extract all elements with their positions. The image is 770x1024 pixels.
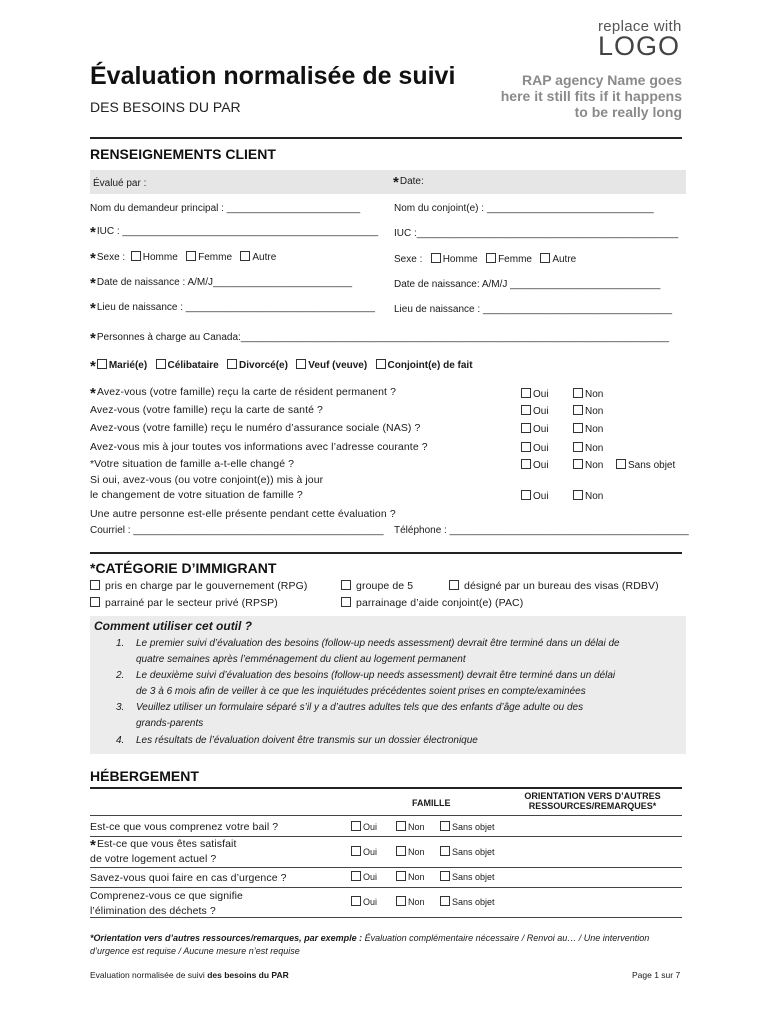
logo-text: LOGO	[598, 31, 681, 61]
checkbox[interactable]	[573, 459, 583, 469]
checkbox[interactable]	[341, 580, 351, 590]
checkbox[interactable]	[440, 871, 450, 881]
yes-option[interactable]: Oui	[521, 459, 549, 471]
not-applicable-option[interactable]: Sans objet	[440, 846, 495, 857]
instruction-line: quatre semaines après l’emménagement du client au logement permanent	[136, 654, 466, 665]
page-subtitle: DES BESOINS DU PAR	[90, 99, 241, 115]
yes-option[interactable]: Oui	[521, 442, 549, 454]
yes-option[interactable]: Oui	[521, 388, 549, 400]
no-option[interactable]: Non	[573, 442, 603, 454]
checkbox[interactable]	[341, 597, 351, 607]
sex-field-spouse	[394, 253, 576, 265]
no-option[interactable]: Non	[573, 405, 603, 417]
column-header-referral	[500, 791, 685, 811]
checkbox[interactable]	[521, 405, 531, 415]
checkbox[interactable]	[97, 359, 107, 369]
referral-note-bold: *Orientation vers d’autres ressources/remarques, par exemple :	[90, 933, 363, 943]
table-rule	[90, 836, 682, 837]
question-text: Avez-vous (votre famille) reçu le numéro d’assurance sociale (NAS) ?	[90, 422, 421, 434]
spouse-name-field[interactable]: Nom du conjoint(e) : ______________________________	[394, 203, 654, 214]
checkbox[interactable]	[521, 490, 531, 500]
evaluator-row	[90, 170, 686, 194]
checkbox[interactable]	[521, 459, 531, 469]
dependents-field[interactable]	[90, 330, 670, 347]
birthdate-field-spouse[interactable]: Date de naissance: A/M/J ___________________________	[394, 279, 661, 290]
housing-question: Savez-vous quoi faire en cas d’urgence ?	[90, 872, 287, 884]
birthplace-field-applicant[interactable]	[90, 300, 375, 317]
checkbox[interactable]	[616, 459, 626, 469]
section-heading-immigrant: *CATÉGORIE D’IMMIGRANT	[90, 560, 277, 576]
housing-question: *Est-ce que vous êtes satisfait	[90, 837, 237, 854]
footer-title-bold: des besoins du PAR	[207, 970, 289, 980]
instruction-number: 4.	[116, 735, 125, 746]
checkbox[interactable]	[240, 251, 250, 261]
birthplace-label: Lieu de naissance : __________________________________	[96, 302, 375, 313]
checkbox[interactable]	[351, 896, 361, 906]
no-option[interactable]: Non	[396, 846, 425, 857]
section-heading-client: RENSEIGNEMENTS CLIENT	[90, 146, 276, 162]
instruction-number: 3.	[116, 702, 125, 713]
housing-question: l’élimination des déchets ?	[90, 905, 216, 917]
not-applicable-option[interactable]: Sans objet	[616, 459, 675, 471]
birthplace-field-spouse[interactable]: Lieu de naissance : __________________________________	[394, 304, 673, 315]
checkbox[interactable]	[521, 388, 531, 398]
section-rule	[90, 787, 682, 789]
checkbox[interactable]	[396, 821, 406, 831]
required-mark: *	[90, 275, 96, 292]
question-text: Avez-vous (votre famille) reçu la carte de santé ?	[90, 404, 323, 416]
iuc-field-applicant[interactable]	[90, 224, 379, 241]
email-field[interactable]: Courriel : _____________________________________________	[90, 525, 384, 536]
dependents-label: Personnes à charge au Canada:_____________________________________________________________________________	[96, 332, 670, 343]
checkbox[interactable]	[573, 423, 583, 433]
instructions-title: Comment utiliser cet outil ?	[94, 619, 253, 633]
column-header-line: ORIENTATION VERS D’AUTRES	[524, 791, 661, 801]
checkbox[interactable]	[449, 580, 459, 590]
required-mark: *	[393, 174, 399, 191]
checkbox[interactable]	[573, 490, 583, 500]
instruction-line: grands-parents	[136, 718, 204, 729]
checkbox[interactable]	[90, 597, 100, 607]
date-field[interactable]	[393, 174, 424, 191]
birthdate-label: Date de naissance : A/M/J_________________________	[96, 277, 353, 288]
question-text: *Votre situation de famille a-t-elle changé ?	[90, 458, 295, 470]
checkbox[interactable]	[376, 359, 386, 369]
no-option[interactable]: Non	[573, 388, 603, 400]
date-label: Date:	[399, 176, 424, 187]
question-text: *Avez-vous (votre famille) reçu la carte de résident permanent ?	[90, 385, 397, 402]
checkbox[interactable]	[440, 821, 450, 831]
required-mark: *	[90, 358, 96, 375]
checkbox[interactable]	[351, 821, 361, 831]
option-widowed: Veuf (veuve)	[308, 360, 368, 371]
no-option[interactable]: Non	[573, 423, 603, 435]
phone-field[interactable]: Téléphone : ___________________________________________	[394, 525, 689, 536]
category-option[interactable]: groupe de 5	[341, 580, 413, 592]
header-rule	[90, 137, 682, 139]
yes-option[interactable]: Oui	[521, 423, 549, 435]
instruction-line: Les résultats de l’évaluation doivent être transmis sur un dossier électronique	[136, 735, 478, 746]
instruction-line: de 3 à 6 mois afin de veiller à ce que les inquiétudes précédentes soient prises en compte/examinées	[136, 686, 586, 697]
sex-label: Sexe :	[394, 254, 423, 265]
applicant-name-field[interactable]: Nom du demandeur principal : ________________________	[90, 203, 361, 214]
option-female: Femme	[198, 252, 233, 263]
no-option[interactable]: Non	[396, 896, 425, 907]
option-common-law: Conjoint(e) de fait	[387, 360, 473, 371]
category-option[interactable]: pris en charge par le gouvernement (RPG)	[90, 580, 307, 592]
checkbox[interactable]	[351, 871, 361, 881]
question-text: Avez-vous mis à jour toutes vos informations avec l’adresse courante ?	[90, 441, 428, 453]
checkbox[interactable]	[396, 846, 406, 856]
evaluator-label: Évalué par :	[93, 178, 147, 189]
option-married: Marié(e)	[108, 360, 148, 371]
not-applicable-option[interactable]: Sans objet	[440, 821, 495, 832]
referral-note-text: Évaluation complémentaire nécessaire / Renvoi au… / Une intervention	[362, 933, 650, 943]
column-header-family: FAMILLE	[412, 798, 451, 808]
checkbox[interactable]	[156, 359, 166, 369]
page-number: Page 1 sur 7	[632, 970, 681, 980]
iuc-label: IUC : ______________________________________________	[96, 226, 379, 237]
instruction-line: Le deuxième suivi d’évaluation des besoins (follow-up needs assessment) devrait être terminé dans un délai	[136, 670, 616, 681]
housing-question: Est-ce que vous comprenez votre bail ?	[90, 821, 279, 833]
option-other: Autre	[552, 254, 577, 265]
checkbox[interactable]	[573, 405, 583, 415]
yes-option[interactable]: Oui	[521, 405, 549, 417]
table-rule	[90, 887, 682, 888]
checkbox[interactable]	[296, 359, 306, 369]
checkbox[interactable]	[440, 896, 450, 906]
instruction-number: 2.	[116, 670, 125, 681]
category-option[interactable]: parrainage d’aide conjoint(e) (PAC)	[341, 597, 523, 609]
table-rule	[90, 917, 682, 918]
agency-line: to be really long	[574, 104, 682, 120]
housing-question: Comprenez-vous ce que signifie	[90, 890, 243, 902]
logo-caption: replace with	[598, 18, 682, 35]
yes-option[interactable]: Oui	[521, 490, 549, 502]
option-male: Homme	[142, 252, 178, 263]
checkbox[interactable]	[396, 871, 406, 881]
required-mark: *	[90, 330, 96, 347]
housing-question: de votre logement actuel ?	[90, 853, 217, 865]
logo-placeholder	[598, 18, 688, 62]
required-mark: *	[90, 300, 96, 317]
section-heading-housing: HÉBERGEMENT	[90, 768, 199, 784]
required-mark: *	[90, 837, 96, 854]
checkbox[interactable]	[521, 423, 531, 433]
instruction-line: Veuillez utiliser un formulaire séparé s’il y a d’autres adultes tels que des enfants d’âge adulte ou des	[136, 702, 584, 713]
option-divorced: Divorcé(e)	[239, 360, 288, 371]
option-other: Autre	[252, 252, 277, 263]
checkbox[interactable]	[486, 253, 496, 263]
checkbox[interactable]	[90, 580, 100, 590]
yes-option[interactable]: Oui	[351, 871, 377, 882]
option-female: Femme	[498, 254, 532, 265]
checkbox[interactable]	[440, 846, 450, 856]
checkbox[interactable]	[521, 442, 531, 452]
checkbox[interactable]	[431, 253, 441, 263]
page-title: Évaluation normalisée de suivi	[90, 62, 456, 90]
question-text: Une autre personne est-elle présente pendant cette évaluation ?	[90, 508, 396, 520]
checkbox[interactable]	[351, 846, 361, 856]
question-text: le changement de votre situation de famille ?	[90, 489, 303, 501]
option-single: Célibataire	[167, 360, 219, 371]
column-header-line: RESSOURCES/REMARQUES*	[528, 801, 657, 811]
checkbox[interactable]	[573, 388, 583, 398]
marital-status-field	[90, 358, 473, 375]
referral-note-line: d’urgence est requise / Aucune mesure n’est requise	[90, 946, 300, 956]
agency-line: here it still fits if it happens	[500, 88, 682, 104]
not-applicable-option[interactable]: Sans objet	[440, 871, 495, 882]
footer-title-plain: Evaluation normalisée de suivi	[90, 970, 205, 980]
checkbox[interactable]	[227, 359, 237, 369]
referral-note	[90, 933, 649, 943]
checkbox[interactable]	[396, 896, 406, 906]
no-option[interactable]: Non	[396, 821, 425, 832]
section-rule	[90, 552, 682, 554]
sex-field-applicant	[90, 250, 277, 267]
iuc-field-spouse[interactable]: IUC :_______________________________________________	[394, 228, 679, 239]
yes-option[interactable]: Oui	[351, 846, 377, 857]
yes-option[interactable]: Oui	[351, 821, 377, 832]
required-mark: *	[90, 385, 96, 402]
no-option[interactable]: Non	[573, 490, 603, 502]
instruction-number: 1.	[116, 638, 125, 649]
category-option[interactable]: parrainé par le secteur privé (RPSP)	[90, 597, 278, 609]
checkbox[interactable]	[186, 251, 196, 261]
checkbox[interactable]	[573, 442, 583, 452]
instruction-line: Le premier suivi d’évaluation des besoins (follow-up needs assessment) devrait être terminé dans un délai de	[136, 638, 620, 649]
table-rule	[90, 867, 682, 868]
sex-label: Sexe :	[96, 252, 126, 263]
agency-line: RAP agency Name goes	[521, 72, 682, 88]
not-applicable-option[interactable]: Sans objet	[440, 896, 495, 907]
question-text: Si oui, avez-vous (ou votre conjoint(e)) mis à jour	[90, 474, 324, 486]
category-option[interactable]: désigné par un bureau des visas (RDBV)	[449, 580, 659, 592]
table-rule	[90, 815, 682, 816]
required-mark: *	[90, 250, 96, 267]
checkbox[interactable]	[131, 251, 141, 261]
yes-option[interactable]: Oui	[351, 896, 377, 907]
birthdate-field-applicant[interactable]	[90, 275, 353, 292]
option-male: Homme	[442, 254, 478, 265]
required-mark: *	[90, 224, 96, 241]
no-option[interactable]: Non	[396, 871, 425, 882]
no-option[interactable]: Non	[573, 459, 603, 471]
checkbox[interactable]	[540, 253, 550, 263]
footer-title	[90, 970, 289, 980]
agency-name	[470, 72, 682, 120]
